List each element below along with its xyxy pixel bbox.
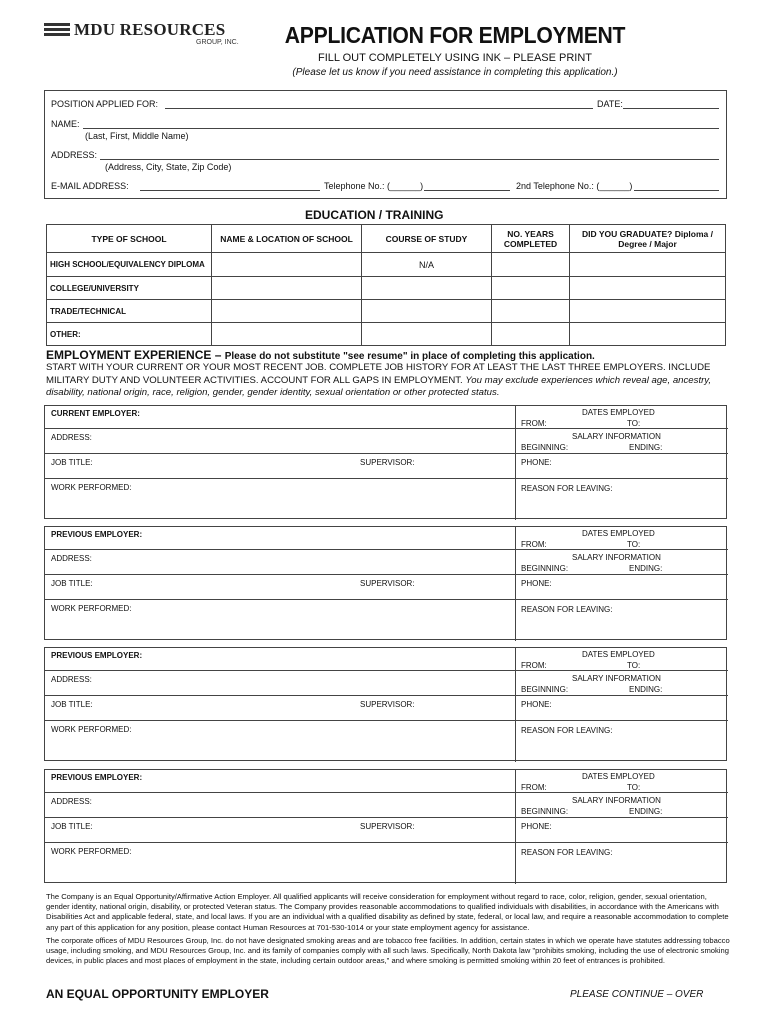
grid-line: [45, 817, 728, 818]
ending-label[interactable]: ENDING:: [629, 564, 663, 573]
logo-mark-icon: [44, 23, 70, 37]
address-label: ADDRESS:: [51, 150, 98, 160]
school-type: HIGH SCHOOL/EQUIVALENCY DIPLOMA: [47, 253, 212, 277]
assistance-note: (Please let us know if you need assistance in completing this application.): [292, 67, 618, 78]
employer-label[interactable]: PREVIOUS EMPLOYER:: [51, 530, 143, 539]
page-subtitle: FILL OUT COMPLETELY USING INK – PLEASE PRINT: [317, 52, 593, 64]
col-graduated: DID YOU GRADUATE? Diploma / Degree / Major: [570, 225, 726, 253]
instructions-plain: START WITH YOUR CURRENT OR YOUR MOST RECENT JOB. COMPLETE JOB HISTORY FOR AT LEAST THE LAST THREE EMPLOYERS. INCLUDE MILITARY DUTY AND VOLUNTEER ACTIVITIES. ACCOUNT FOR ALL GAPS IN EMPLOYMENT.: [46, 362, 711, 386]
supervisor-label[interactable]: SUPERVISOR:: [360, 822, 415, 831]
phone-label[interactable]: PHONE:: [521, 700, 552, 709]
supervisor-label[interactable]: SUPERVISOR:: [360, 700, 415, 709]
years-cell[interactable]: [492, 253, 570, 277]
grid-line: [515, 527, 516, 641]
telephone-field[interactable]: [424, 190, 510, 191]
school-type: OTHER:: [47, 323, 212, 346]
reason-label[interactable]: REASON FOR LEAVING:: [521, 484, 613, 493]
course-cell[interactable]: [362, 300, 492, 323]
education-title: EDUCATION / TRAINING: [305, 208, 444, 222]
email-field[interactable]: [140, 190, 320, 191]
address-field[interactable]: [100, 159, 719, 160]
telephone2-field[interactable]: [634, 190, 719, 191]
col-course-of-study: COURSE OF STUDY: [362, 225, 492, 253]
work-performed-label[interactable]: WORK PERFORMED:: [51, 604, 132, 613]
to-label[interactable]: TO:: [627, 540, 641, 549]
grid-line: [45, 720, 728, 721]
work-performed-label[interactable]: WORK PERFORMED:: [51, 483, 132, 492]
job-title-label[interactable]: JOB TITLE:: [51, 579, 93, 588]
col-name-location: NAME & LOCATION OF SCHOOL: [212, 225, 362, 253]
work-performed-label[interactable]: WORK PERFORMED:: [51, 847, 132, 856]
to-label[interactable]: TO:: [627, 661, 641, 670]
dates-employed-label: DATES EMPLOYED: [582, 529, 655, 538]
school-name-cell[interactable]: [212, 277, 362, 300]
employer-block: [44, 526, 727, 640]
supervisor-label[interactable]: SUPERVISOR:: [360, 579, 415, 588]
school-type: COLLEGE/UNIVERSITY: [47, 277, 212, 300]
table-row: [47, 253, 726, 277]
from-label[interactable]: FROM:: [521, 783, 547, 792]
table-row: [47, 323, 726, 346]
grid-line: [45, 478, 728, 479]
employer-label[interactable]: PREVIOUS EMPLOYER:: [51, 651, 143, 660]
school-type: TRADE/TECHNICAL: [47, 300, 212, 323]
instructions-italic: You may exclude experiences which reveal age, ancestry, disability, national origin, race, religion, gender, gender identity, sexual orientation or other protected status.: [46, 374, 712, 398]
ending-label[interactable]: ENDING:: [629, 807, 663, 816]
phone-label[interactable]: PHONE:: [521, 822, 552, 831]
years-cell[interactable]: [492, 277, 570, 300]
eeo-statement: [46, 892, 730, 966]
continue-over-note: PLEASE CONTINUE – OVER: [570, 989, 704, 1000]
school-name-cell[interactable]: [212, 253, 362, 277]
name-field[interactable]: [83, 128, 719, 129]
grid-line: [515, 406, 516, 520]
to-label[interactable]: TO:: [627, 783, 641, 792]
course-cell[interactable]: [362, 277, 492, 300]
employment-title-sub: Please do not substitute "see resume" in place of completing this application.: [224, 351, 595, 362]
telephone2-label: 2nd Telephone No.: (______): [516, 181, 633, 191]
phone-label[interactable]: PHONE:: [521, 579, 552, 588]
grid-line: [45, 453, 728, 454]
grid-line: [45, 428, 728, 429]
name-label: NAME:: [51, 119, 80, 129]
supervisor-label[interactable]: SUPERVISOR:: [360, 458, 415, 467]
reason-label[interactable]: REASON FOR LEAVING:: [521, 848, 613, 857]
grid-line: [45, 574, 728, 575]
logo-name: MDU RESOURCES: [74, 20, 226, 39]
dates-employed-label: DATES EMPLOYED: [582, 650, 655, 659]
phone-label[interactable]: PHONE:: [521, 458, 552, 467]
salary-label: SALARY INFORMATION: [572, 553, 661, 562]
date-field[interactable]: [623, 108, 719, 109]
reason-label[interactable]: REASON FOR LEAVING:: [521, 726, 613, 735]
position-field[interactable]: [165, 108, 593, 109]
employer-label[interactable]: PREVIOUS EMPLOYER:: [51, 773, 143, 782]
graduated-cell[interactable]: [570, 277, 726, 300]
employment-instructions: [46, 362, 736, 400]
beginning-label[interactable]: BEGINNING:: [521, 564, 569, 573]
job-title-label[interactable]: JOB TITLE:: [51, 822, 93, 831]
equal-opportunity-footer: AN EQUAL OPPORTUNITY EMPLOYER: [46, 987, 269, 1001]
employer-block: [44, 769, 727, 883]
from-label[interactable]: FROM:: [521, 661, 547, 670]
school-name-cell[interactable]: [212, 323, 362, 346]
employment-title: [46, 348, 595, 362]
employer-block: [44, 405, 727, 519]
table-row: [47, 300, 726, 323]
job-title-label[interactable]: JOB TITLE:: [51, 458, 93, 467]
page-title: APPLICATION FOR EMPLOYMENT: [284, 22, 626, 48]
years-cell[interactable]: [492, 323, 570, 346]
address-label[interactable]: ADDRESS:: [51, 433, 92, 442]
email-label: E-MAIL ADDRESS:: [51, 181, 129, 191]
applicant-info-box: [44, 90, 727, 199]
address-label[interactable]: ADDRESS:: [51, 797, 92, 806]
ending-label[interactable]: ENDING:: [629, 685, 663, 694]
to-label[interactable]: TO:: [627, 419, 641, 428]
position-label: POSITION APPLIED FOR:: [51, 99, 159, 109]
dates-employed-label: DATES EMPLOYED: [582, 408, 655, 417]
grid-line: [515, 648, 516, 762]
years-cell[interactable]: [492, 300, 570, 323]
col-years-completed: NO. YEARS COMPLETED: [492, 225, 570, 253]
course-cell[interactable]: [362, 323, 492, 346]
company-logo: [44, 20, 244, 50]
job-title-label[interactable]: JOB TITLE:: [51, 700, 93, 709]
grid-line: [45, 695, 728, 696]
beginning-label[interactable]: BEGINNING:: [521, 685, 569, 694]
smoking-paragraph: The corporate offices of MDU Resources Group, Inc. do not have designated smoking areas and are tobacco free facilities. In addition, certain states in which we operate have statutes addressing tobacco usage, including smoking, and MDU Resources Group, Inc. and its family of companies comply with all such laws. Specifically, North Dakota law "prohibits smoking, including the use of electronic smoking devices, in public places and most places of employment in the state, including certain outdoor areas," and where smoking is permitted smoking within 20 feet of entrances is prohibited.: [46, 935, 730, 966]
salary-label: SALARY INFORMATION: [572, 796, 661, 805]
grid-line: [45, 599, 728, 600]
graduated-cell[interactable]: [570, 253, 726, 277]
education-table: [46, 224, 726, 346]
school-name-cell[interactable]: [212, 300, 362, 323]
dates-employed-label: DATES EMPLOYED: [582, 772, 655, 781]
ending-label[interactable]: ENDING:: [629, 443, 663, 452]
grid-line: [45, 792, 728, 793]
graduated-cell[interactable]: [570, 323, 726, 346]
eeo-paragraph: The Company is an Equal Opportunity/Affirmative Action Employer. All qualified applicants will receive consideration for employment without regard to race, color, religion, gender, sexual orientation, gender identity, national origin, disability, or protected Veteran status. The Company provides reasonable accommodations to qualified individuals with disabilities, in accordance with the Americans with Disabilities Act and applicable federal, state, and local laws. If you are an individual with a qualified disability as defined by state, federal, or local law, and require a reasonable accommodation to complete any part of this application for any position, please contact Human Resources at 701-530-1014 or your state employment agency for assistance.: [46, 892, 729, 932]
employer-label[interactable]: CURRENT EMPLOYER:: [51, 409, 140, 418]
salary-label: SALARY INFORMATION: [572, 432, 661, 441]
beginning-label[interactable]: BEGINNING:: [521, 807, 569, 816]
salary-label: SALARY INFORMATION: [572, 674, 661, 683]
grid-line: [45, 670, 728, 671]
telephone-label: Telephone No.: (______): [324, 181, 424, 191]
beginning-label[interactable]: BEGINNING:: [521, 443, 569, 452]
from-label[interactable]: FROM:: [521, 540, 547, 549]
address-label[interactable]: ADDRESS:: [51, 554, 92, 563]
address-hint: (Address, City, State, Zip Code): [105, 162, 232, 172]
graduated-cell[interactable]: [570, 300, 726, 323]
name-hint: (Last, First, Middle Name): [85, 131, 189, 141]
date-label: DATE:: [597, 99, 623, 109]
address-label[interactable]: ADDRESS:: [51, 675, 92, 684]
from-label[interactable]: FROM:: [521, 419, 547, 428]
grid-line: [45, 842, 728, 843]
grid-line: [515, 770, 516, 884]
logo-subtitle: GROUP, INC.: [196, 39, 239, 46]
course-cell[interactable]: N/A: [362, 253, 492, 277]
table-row: [47, 277, 726, 300]
work-performed-label[interactable]: WORK PERFORMED:: [51, 725, 132, 734]
employment-title-main: EMPLOYMENT EXPERIENCE –: [46, 348, 222, 362]
grid-line: [45, 549, 728, 550]
col-type-of-school: TYPE OF SCHOOL: [47, 225, 212, 253]
employer-block: [44, 647, 727, 761]
reason-label[interactable]: REASON FOR LEAVING:: [521, 605, 613, 614]
